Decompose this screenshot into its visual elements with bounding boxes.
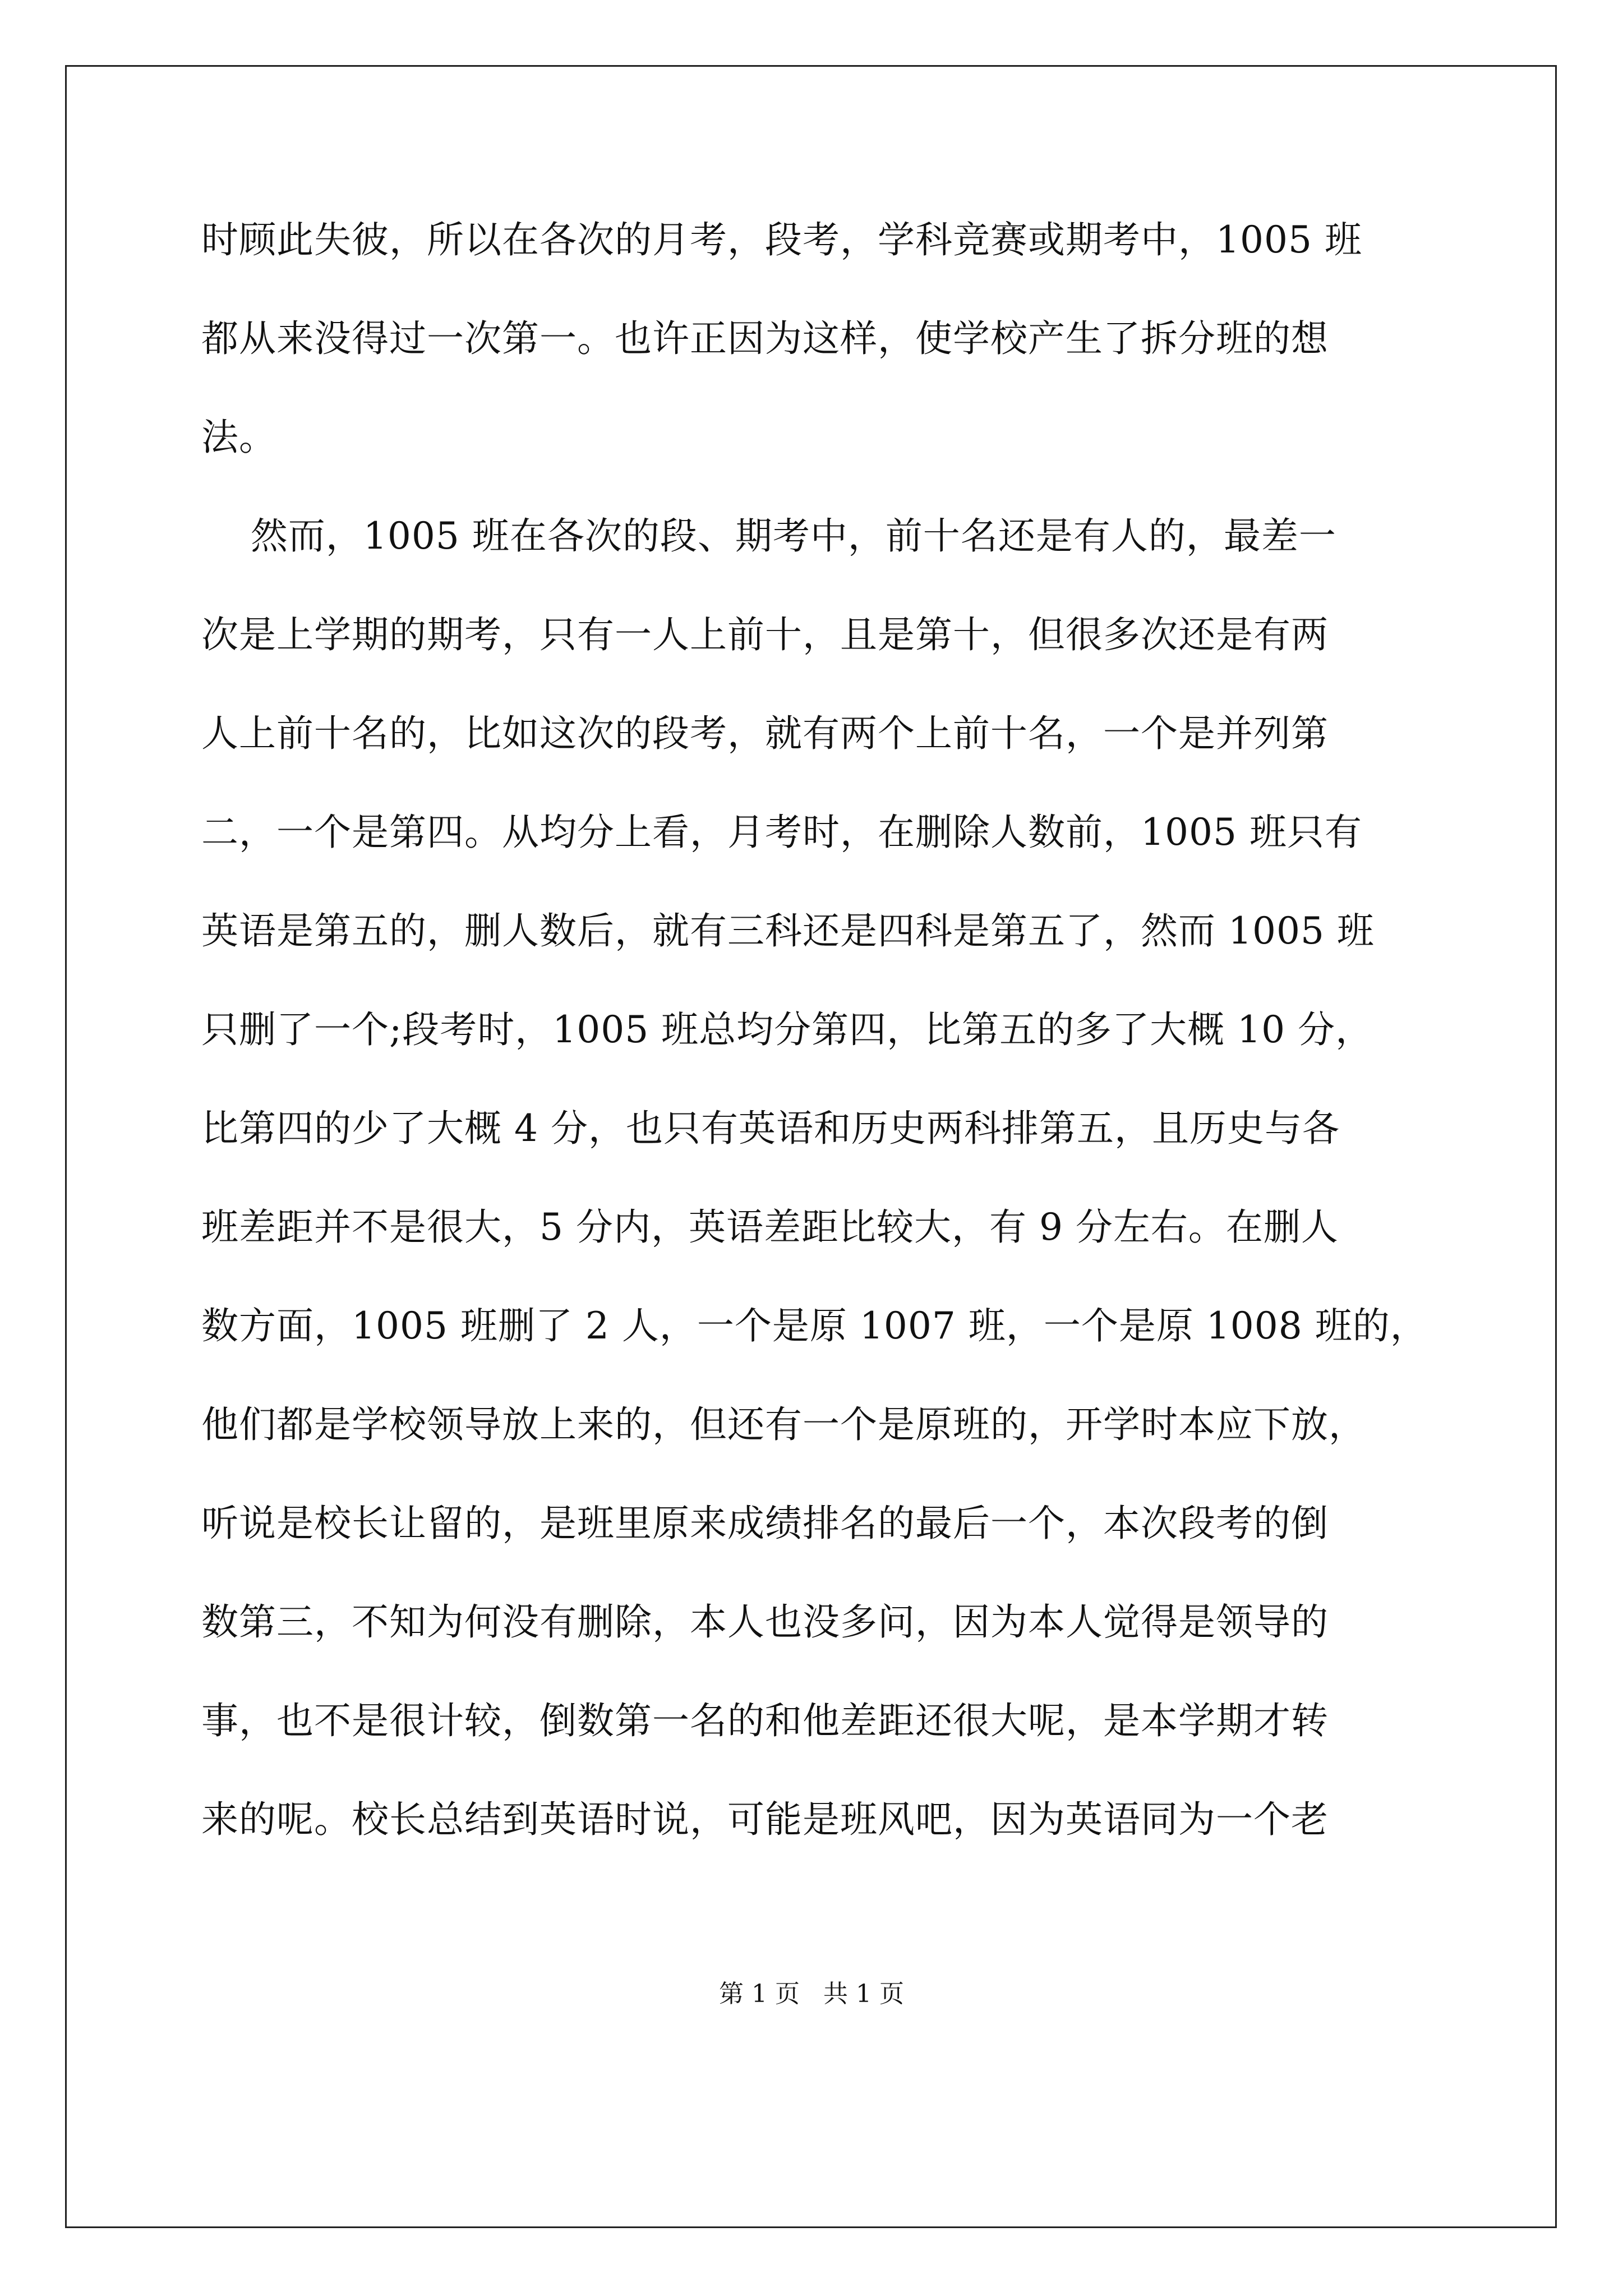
text-line: 比第四的少了大概 4 分，也只有英语和历史两科排第五，且历史与各 (201, 1107, 1340, 1150)
text-line: 次是上学期的期考，只有一人上前十，且是第十，但很多次还是有两 (201, 613, 1329, 656)
text-line: 班差距并不是很大，5 分内，英语差距比较大，有 9 分左右。在删人 (201, 1205, 1339, 1249)
text-line: 时顾此失彼，所以在各次的月考，段考，学科竞赛或期考中，1005 班 (201, 218, 1362, 261)
text-line: 事，也不是很计较，倒数第一名的和他差距还很大呢，是本学期才转 (201, 1699, 1329, 1742)
text-line: 法。 (201, 416, 276, 459)
text-line: 都从来没得过一次第一。也许正因为这样，使学校产生了拆分班的想 (201, 317, 1329, 360)
text-line: 数第三，不知为何没有删除，本人也没多问，因为本人觉得是领导的 (201, 1600, 1329, 1644)
text-line: 英语是第五的，删人数后，就有三科还是四科是第五了，然而 1005 班 (201, 909, 1375, 953)
page-footer: 第 1 页 共 1 页 (719, 1980, 904, 2008)
document-body (201, 213, 1435, 1892)
text-line: 他们都是学校领导放上来的，但还有一个是原班的，开学时本应下放， (201, 1403, 1366, 1446)
text-line: 听说是校长让留的，是班里原来成绩排名的最后一个，本次段考的倒 (201, 1502, 1329, 1545)
paragraph-first-line: 然而，1005 班在各次的段、期考中，前十名还是有人的，最差一 (201, 514, 1336, 558)
text-line: 数方面，1005 班删了 2 人，一个是原 1007 班，一个是原 1008 班的， (201, 1304, 1428, 1347)
text-line: 人上前十名的，比如这次的段考，就有两个上前十名，一个是并列第 (201, 712, 1329, 755)
text-line: 只删了一个;段考时，1005 班总均分第四，比第五的多了大概 10 分， (201, 1008, 1373, 1051)
text-line: 二，一个是第四。从均分上看，月考时，在删除人数前，1005 班只有 (201, 811, 1362, 854)
text-line: 来的呢。校长总结到英语时说，可能是班风吧，因为英语同为一个老 (201, 1798, 1329, 1841)
